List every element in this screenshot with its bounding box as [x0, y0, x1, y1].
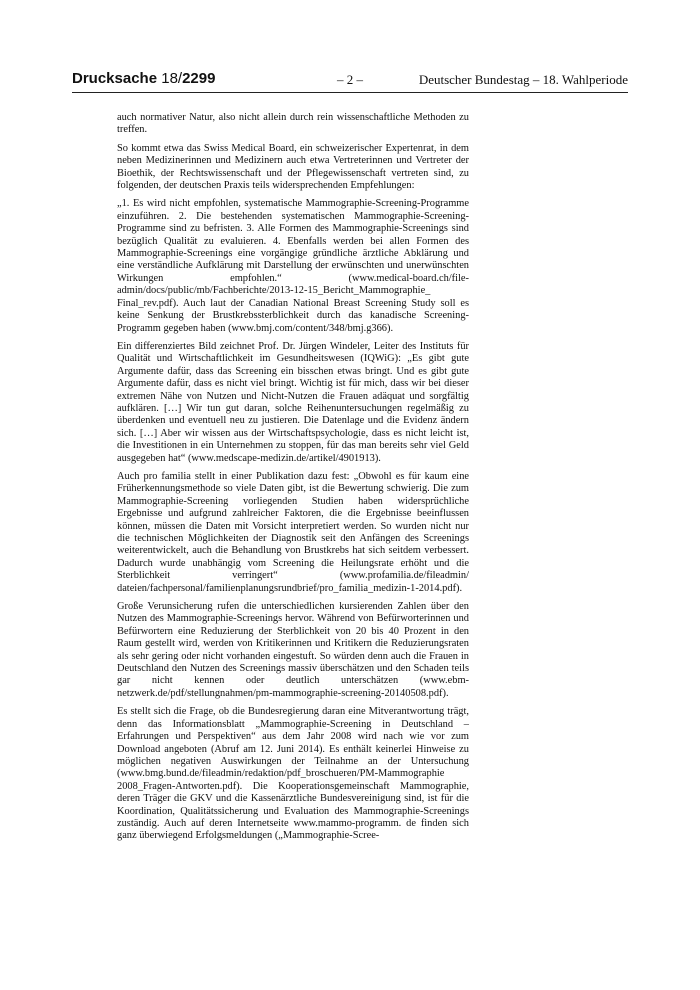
body-text [117, 112, 469, 849]
paragraph: Es stellt sich die Frage, ob die Bundesregierung daran eine Mitverantwortung trägt, denn das Informationsblatt „Mammographie-Screening in Deutschland – Erfahrungen und Perspektiven“ aus dem Jahr 2008 wird nach wie vor zum Download angeboten (Abruf am 12. Juni 2014). Es enthält keinerlei Hinweise zu möglichen negativen Auswirkungen der Teilnahme an der Untersuchung (www.bmg.bund.de/fileadmin/redaktion/pdf_broschueren/PM-Mammographie 2008_Fragen-Antworten.pdf). Die Kooperationsgemeinschaft Mammographie, deren Träger die GKV und die Kassenärztliche Bundesvereinigung sind, ist für die Koordination, Qualitätssicherung und Evaluation des Mammographie-Screenings zuständig. Auch auf deren Internetseite www.mammo-programm. de finden sich ganz überwiegend Erfolgsmeldungen („Mammographie-Scree- [117, 706, 469, 842]
document-number-value: 2299 [182, 70, 216, 87]
page-number: – 2 – [337, 72, 363, 87]
document-number-prefix: 18/ [161, 70, 183, 87]
paragraph: So kommt etwa das Swiss Medical Board, ein schweizerischer Expertenrat, in dem neben Medizinerinnen und Medizinern auch etwa Vertreterinnen und Vertreter der Bioethik, der Rechtswissenschaft und der Pflegewissenschaft vertreten sind, zu folgenden, der deutschen Praxis teils widersprechenden Empfehlungen: [117, 142, 469, 192]
paragraph: Ein differenziertes Bild zeichnet Prof. Dr. Jürgen Windeler, Leiter des Instituts für Qualität und Wirtschaftlichkeit im Gesundheitswesen (IQWiG): „Es gibt gute Argumente dafür, dass das Screening ein bisschen etwas bringt. Und es gibt gute Argumente dafür, dass es nicht viel bringt. Wichtig ist für mich, dass wir bei dieser extremen Nähe von Nutzen und Nicht-Nutzen die Frauen adäquat und sorgfältig aufklären. […] Wir tun gut daran, solche Reihenuntersuchungen regelmäßig zu überdenken und eventuell neu zu justieren. Die Datenlage und die Evidenz ändern sich. […] Aber wir wissen aus der Wirtschaftspsychologie, dass es nicht leicht ist, die Investitionen in ein Unternehmen zu stoppen, für das man bereits sehr viel Geld ausgegeben hat“ (www.medscape-medizin.de/artikel/4901913). [117, 340, 469, 464]
document-label: Drucksache [72, 70, 158, 87]
parliament-label: Deutscher Bundestag – 18. Wahlperiode [418, 72, 628, 87]
paragraph: „1. Es wird nicht empfohlen, systematische Mammographie-Screening-Programme einzuführen. 2. Die bestehenden systematischen Mammographie-Screening-Programme sind zu befristen. 3. Alle Formen des Mammographie-Screenings sind bezüglich Qualität zu evaluieren. 4. Ebenfalls werden bei allen Formen des Mammographie-Screenings eine vorgängige gründliche ärztliche Abklärung und eine verständliche Aufklärung mit Darstellung der erwünschten und unerwünschten Wirkungen empfohlen.“ (www.medical-board.ch/file-admin/docs/public/mb/Fachberichte/2013-12-15_Bericht_Mammographie_ Final_rev.pdf). Auch laut der Canadian National Breast Screening Study soll es keine Senkung der Brustkrebssterblichkeit durch das kanadische Screening-Programm gegeben haben (www.bmj.com/content/348/bmj.g366). [117, 198, 469, 334]
paragraph: Große Verunsicherung rufen die unterschiedlichen kursierenden Zahlen über den Nutzen des Mammographie-Screenings hervor. Während von Befürworterinnen und Befürwortern eine Reduzierung der Sterblichkeit von 20 bis 40 Prozent in den Raum gestellt wird, werden von Kritikerinnen und Kritikern die Reduzierungsraten als sehr gering oder nicht vorhanden eingestuft. So würden denn auch die Frauen in Deutschland den Nutzen des Screenings massiv überschätzen und den Schaden teils gar nicht kennen oder deutlich unterschätzen (www.ebm-netzwerk.de/pdf/stellungnahmen/pm-mammographie-screening-20140508.pdf). [117, 601, 469, 699]
paragraph: Auch pro familia stellt in einer Publikation dazu fest: „Obwohl es für kaum eine Früherkennungsmethode so viele Daten gibt, ist die Bewertung schwierig. Die zum Mammographie-Screening vorliegenden Studien haben widersprüchliche Ergebnisse und aufgrund zahlreicher Faktoren, die die Ergebnisse beeinflussen können, müssen die Daten mit Vorsicht interpretiert werden. So wurden nicht nur die technischen Möglichkeiten der Diagnostik seit den Anfängen des Screenings weiterentwickelt, auch die Behandlung von Brustkrebs hat sich seitdem verbessert. Dadurch wurde unabhängig vom Screening die Heilungsrate erhöht und die Sterblichkeit verringert“ (www.profamilia.de/fileadmin/ dateien/fachpersonal/familienplanungsrundbrief/pro_familia_medizin-1-2014.pdf). [117, 470, 469, 594]
page-header [72, 70, 628, 93]
paragraph: auch normativer Natur, also nicht allein durch rein wissenschaftliche Methoden zu treffen. [117, 112, 469, 136]
